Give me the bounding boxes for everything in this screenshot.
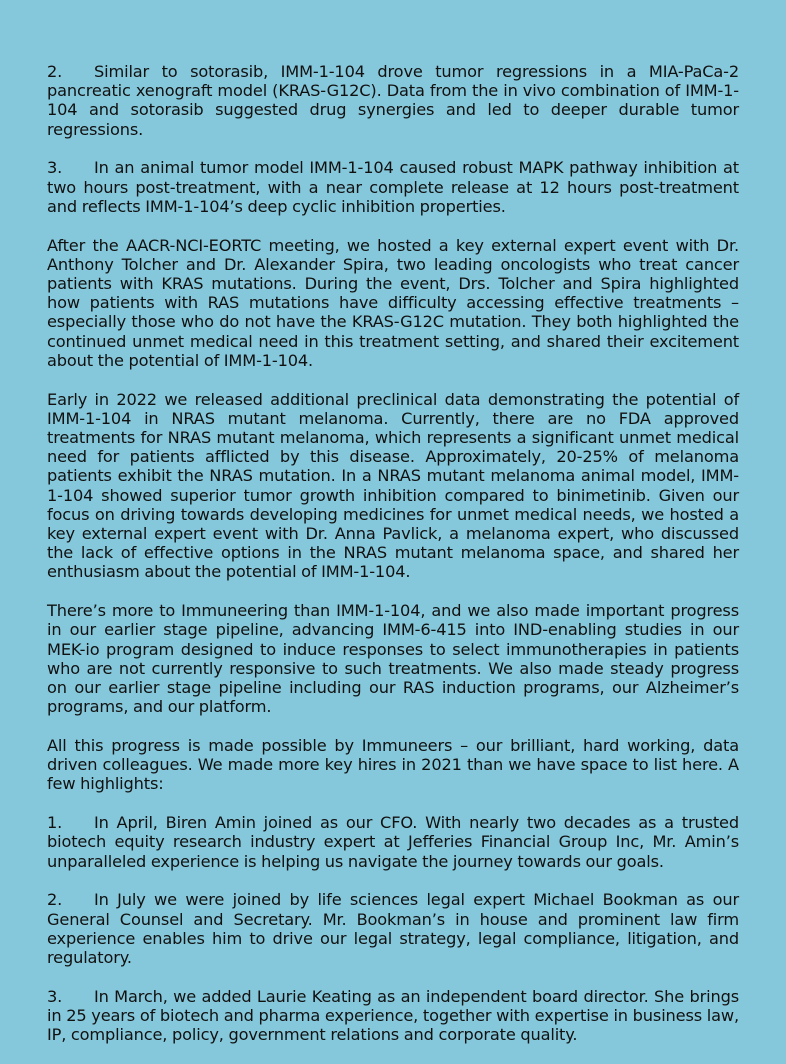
- paragraph-text: In an animal tumor model IMM-1-104 caused robust MAPK pathway inhibition at two hours post-treatment, with a near complete release at 12 hours post-treatment and reflects IMM-1-104’s deep cyclic inhibition properties.: [47, 158, 739, 216]
- paragraph-numbered: [47, 62, 739, 139]
- paragraph-numbered: [47, 987, 739, 1045]
- item-number: 2.: [47, 890, 63, 910]
- paragraph: After the AACR-NCI-EORTC meeting, we hosted a key external expert event with Dr. Anthony Tolcher and Dr. Alexander Spira, two leading oncologists who treat cancer patients with KRAS mutations. During the event, Drs. Tolcher and Spira highlighted how patients with RAS mutations have difficulty accessing effective treatments – especially those who do not have the KRAS-G12C mutation. They both highlighted the continued unmet medical need in this treatment setting, and shared their excitement about the potential of IMM-1-104.: [47, 235, 739, 370]
- paragraph-numbered: [47, 890, 739, 967]
- letter-body: [47, 62, 739, 1064]
- paragraph-numbered: [47, 813, 739, 871]
- paragraph-text: In July we were joined by life sciences legal expert Michael Bookman as our General Counsel and Secretary. Mr. Bookman’s in house and prominent law firm experience enables him to drive our legal strategy, legal compliance, litigation, and regulatory.: [47, 890, 739, 968]
- paragraph-numbered: [47, 158, 739, 216]
- item-number: 1.: [47, 813, 63, 833]
- paragraph-text: In March, we added Laurie Keating as an independent board director. She brings in 25 years of biotech and pharma experience, together with expertise in business law, IP, compliance, policy, government relations and corporate quality.: [47, 986, 739, 1045]
- item-number: 3.: [47, 158, 63, 178]
- paragraph-text: In April, Biren Amin joined as our CFO. With nearly two decades as a trusted biotech equity research industry expert at Jefferies Financial Group Inc, Mr. Amin’s unparalleled experience is helping us navigate the journey towards our goals.: [47, 813, 739, 871]
- paragraph: All this progress is made possible by Immuneers – our brilliant, hard working, data driven colleagues. We made more key hires in 2021 than we have space to list here. A few highlights:: [47, 736, 739, 794]
- paragraph: Early in 2022 we released additional preclinical data demonstrating the potential of IMM-1-104 in NRAS mutant melanoma. Currently, there are no FDA approved treatments for NRAS mutant melanoma, which represents a significant unmet medical need for patients afflicted by this disease. Approximately, 20-25% of melanoma patients exhibit the NRAS mutation. In a NRAS mutant melanoma animal model, IMM-1-104 showed superior tumor growth inhibition compared to binimetinib. Given our focus on driving towards developing medicines for unmet medical needs, we hosted a key external expert event with Dr. Anna Pavlick, a melanoma expert, who discussed the lack of effective options in the NRAS mutant melanoma space, and shared her enthusiasm about the potential of IMM-1-104.: [47, 389, 739, 582]
- item-number: 2.: [47, 62, 63, 81]
- paragraph-text: Similar to sotorasib, IMM-1-104 drove tumor regressions in a MIA-PaCa-2 pancreatic xenograft model (KRAS-G12C). Data from the in vivo combination of IMM-1-104 and sotorasib suggested drug synergies and led to deeper durable tumor regressions.: [47, 62, 739, 139]
- paragraph: There’s more to Immuneering than IMM-1-104, and we also made important progress in our earlier stage pipeline, advancing IMM-6-415 into IND-enabling studies in our MEK-io program designed to induce responses to select immunotherapies in patients who are not currently responsive to such treatments. We also made steady progress on our earlier stage pipeline including our RAS induction programs, our Alzheimer’s programs, and our platform.: [47, 601, 739, 717]
- item-number: 3.: [47, 986, 63, 1006]
